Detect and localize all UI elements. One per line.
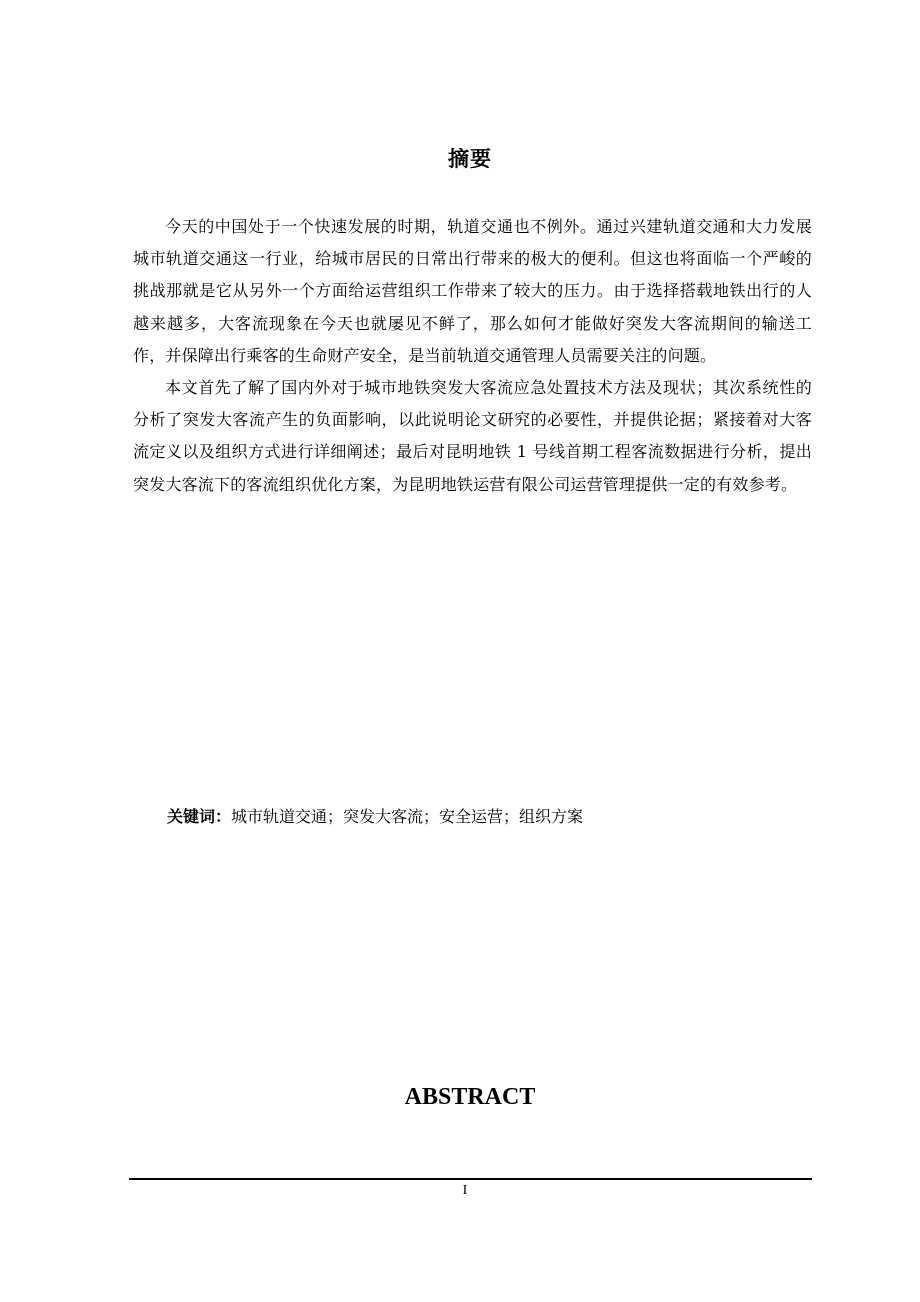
abstract-title-english: ABSTRACT [404, 1084, 536, 1110]
footer-divider [129, 1178, 812, 1180]
abstract-body [133, 211, 812, 501]
abstract-paragraph-1: 今天的中国处于一个快速发展的时期，轨道交通也不例外。通过兴建轨道交通和大力发展城市轨道交通这一行业，给城市居民的日常出行带来的极大的便利。但这也将面临一个严峻的挑战那就是它从另外一个方面给运营组织工作带来了较大的压力。由于选择搭载地铁出行的人越来越多，大客流现象在今天也就屡见不鲜了，那么如何才能做好突发大客流期间的输送工作，并保障出行乘客的生命财产安全，是当前轨道交通管理人员需要关注的问题。 [133, 217, 812, 365]
abstract-title-chinese: 摘要 [448, 147, 492, 171]
keywords-text: 城市轨道交通；突发大客流；安全运营；组织方案 [231, 807, 584, 826]
page-number: I [462, 1183, 468, 1198]
keywords-label: 关键词： [167, 807, 232, 826]
keywords-line [167, 802, 812, 832]
abstract-paragraph-2: 本文首先了解了国内外对于城市地铁突发大客流应急处置技术方法及现状；其次系统性的分析了突发大客流产生的负面影响，以此说明论文研究的必要性，并提供论据；紧接着对大客流定义以及组织方式进行详细阐述；最后对昆明地铁 1 号线首期工程客流数据进行分析，提出突发大客流下的客流组织优化方案，为昆明地铁运营有限公司运营管理提供一定的有效参考。 [133, 378, 812, 494]
